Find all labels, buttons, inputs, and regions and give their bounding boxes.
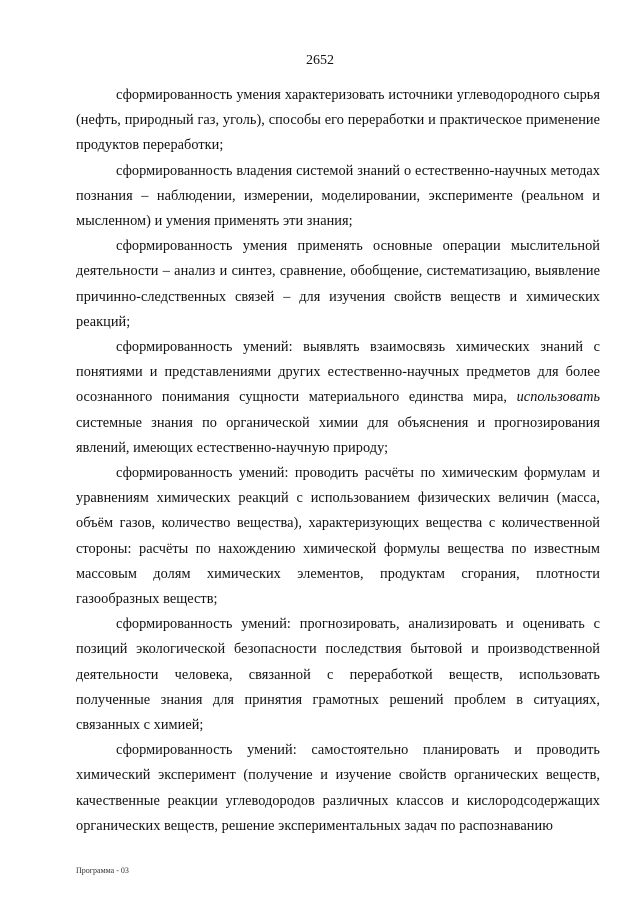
paragraph-text-before: сформированность умений: выявлять взаимосвязь химических знаний с понятиями и представлениями других естественно-научных предметов для более осознанного понимания сущности материального единства мира, [76, 339, 600, 406]
paragraph-ecological-safety: сформированность умений: прогнозировать, анализировать и оценивать с позиций экологической безопасности последствия бытовой и производственной деятельности человека, связанной с переработкой веществ, использовать полученные знания для принятия грамотных решений проблем в ситуациях, связанных с химией; [76, 616, 600, 734]
document-body [76, 83, 600, 839]
paragraph-text-after: системные знания по органической химии для объяснения и прогнозирования явлений, имеющих естественно-научную природу; [76, 414, 600, 456]
paragraph-calculations: сформированность умений: проводить расчёты по химическим формулам и уравнениям химических реакций с использованием физических величин (масса, объём газов, количество вещества), характеризующих вещества с количественной стороны: расчёты по нахождению химической формулы вещества по известным массовым долям химических элементов, продуктам сгорания, плотности газообразных веществ; [76, 465, 600, 608]
paragraph-mental-operations: сформированность умения применять основные операции мыслительной деятельности – анализ и синтез, сравнение, обобщение, систематизацию, выявление причинно-следственных связей – для изучения свойств веществ и химических реакций; [76, 238, 600, 330]
paragraph-scientific-methods: сформированность владения системой знаний о естественно-научных методах познания – наблюдении, измерении, моделировании, эксперименте (реальном и мысленном) и умения применять эти знания; [76, 162, 600, 230]
footer-label: Программа - 03 [76, 866, 129, 875]
page-number: 2652 [306, 53, 334, 68]
paragraph-interdisciplinary-links [76, 335, 600, 461]
paragraph-experiment: сформированность умений: самостоятельно планировать и проводить химический эксперимент (получение и изучение свойств органических веществ, качественные реакции углеводородов различных классов и кислородсодержащих органических веществ, решение экспериментальных задач по распознаванию [76, 742, 600, 834]
paragraph-hydrocarbon-sources: сформированность умения характеризовать источники углеводородного сырья (нефть, природный газ, уголь), способы его переработки и практическое применение продуктов переработки; [76, 87, 600, 154]
italic-term: использовать [516, 389, 600, 406]
